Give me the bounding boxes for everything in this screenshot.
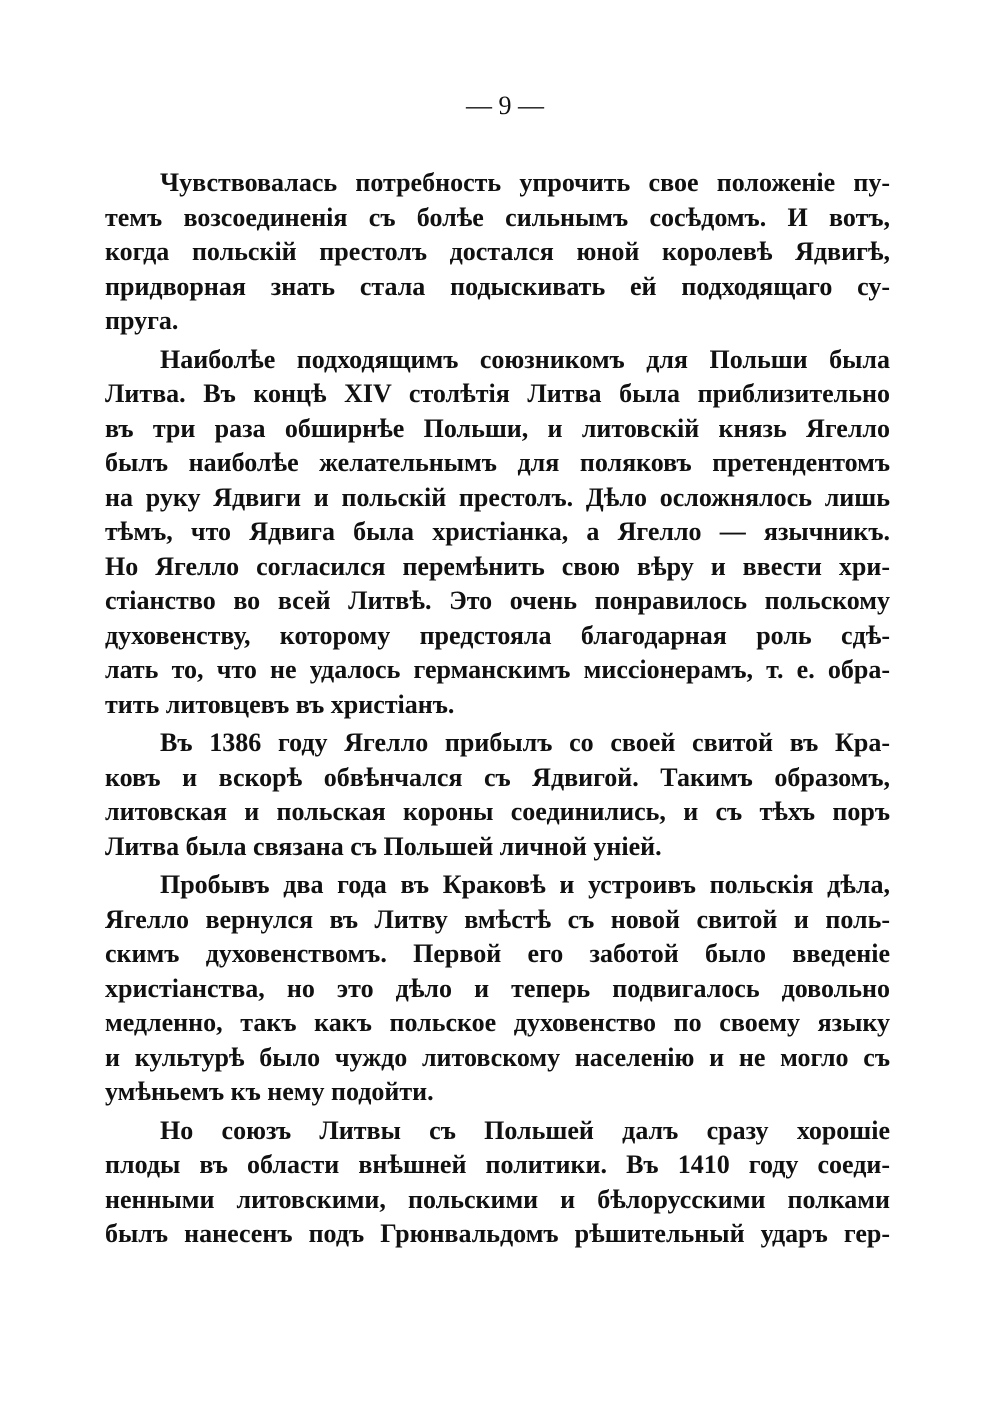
- paragraph-2: [105, 343, 890, 723]
- paragraph-5: [105, 1114, 890, 1252]
- text-line: медленно, такъ какъ польское духовенство по своему языку: [105, 1008, 890, 1037]
- text-line: когда польскій престолъ достался юной королевѣ Ядвигѣ,: [105, 237, 890, 266]
- text-line: придворная знать стала подыскивать ей подходящаго су-: [105, 271, 890, 301]
- text-line: ковъ и вскорѣ обвѣнчался съ Ядвигой. Такимъ образомъ,: [105, 762, 890, 792]
- paragraph-4: [105, 868, 890, 1110]
- text-line: тѣмъ, что Ядвига была христіанка, а Ягелло — язычникъ.: [105, 517, 890, 546]
- text-line: былъ нанесенъ подъ Грюнвальдомъ рѣшительный ударъ гер-: [105, 1219, 890, 1248]
- text-line: Чувствовалась потребность упрочить свое положеніе пу-: [160, 168, 890, 197]
- text-line: въ три раза обширнѣе Польши, и литовскій князь Ягелло: [105, 413, 890, 443]
- text-line: Но союзъ Литвы съ Польшей далъ сразу хорошіе: [160, 1115, 890, 1145]
- text-line: стіанство во всей Литвѣ. Это очень понравилось польскому: [105, 586, 890, 615]
- text-line: Пробывъ два года въ Краковѣ и устроивъ польскія дѣла,: [160, 870, 890, 899]
- body-text: [105, 166, 890, 1252]
- paragraph-1: [105, 166, 890, 339]
- text-line: плоды въ области внѣшней политики. Въ 1410 году соеди-: [105, 1150, 890, 1179]
- text-line: былъ наиболѣе желательнымъ для поляковъ претендентомъ: [105, 448, 890, 477]
- text-line: Литва. Въ концѣ XIV столѣтія Литва была приблизительно: [105, 379, 890, 408]
- text-line: Ягелло вернулся въ Литву вмѣстѣ съ новой свитой и поль-: [105, 904, 890, 934]
- text-line: скимъ духовенствомъ. Первой его заботой было введеніе: [105, 939, 890, 968]
- text-line: темъ возсоединенія съ болѣе сильнымъ сосѣдомъ. И вотъ,: [105, 202, 890, 232]
- text-line: и культурѣ было чуждо литовскому населенію и не могло съ: [105, 1042, 890, 1072]
- text-line: Въ 1386 году Ягелло прибылъ со своей свитой въ Кра-: [160, 728, 890, 757]
- text-line: христіанства, но это дѣло и теперь подвигалось довольно: [105, 973, 890, 1003]
- text-line: умѣньемъ къ нему подойти.: [105, 1077, 434, 1106]
- text-line: тить литовцевъ въ христіанъ.: [105, 689, 455, 719]
- text-line: литовская и польская короны соединились, и съ тѣхъ поръ: [105, 797, 890, 826]
- text-line: Литва была связана съ Польшей личной уніей.: [105, 831, 662, 861]
- text-line: лать то, что не удалось германскимъ миссіонерамъ, т. е. обра-: [105, 655, 890, 684]
- text-line: пруга.: [105, 306, 179, 335]
- text-line: на руку Ядвиги и польскій престолъ. Дѣло осложнялось лишь: [105, 482, 890, 512]
- text-line: Но Ягелло согласился перемѣнить свою вѣру и ввести хри-: [105, 551, 890, 581]
- page-number: — 9 —: [466, 91, 544, 120]
- text-line: ненными литовскими, польскими и бѣлорусскими полками: [105, 1184, 890, 1214]
- paragraph-3: [105, 726, 890, 864]
- text-line: духовенству, которому предстояла благодарная роль сдѣ-: [105, 620, 890, 650]
- text-line: Наиболѣе подходящимъ союзникомъ для Польши была: [160, 344, 890, 374]
